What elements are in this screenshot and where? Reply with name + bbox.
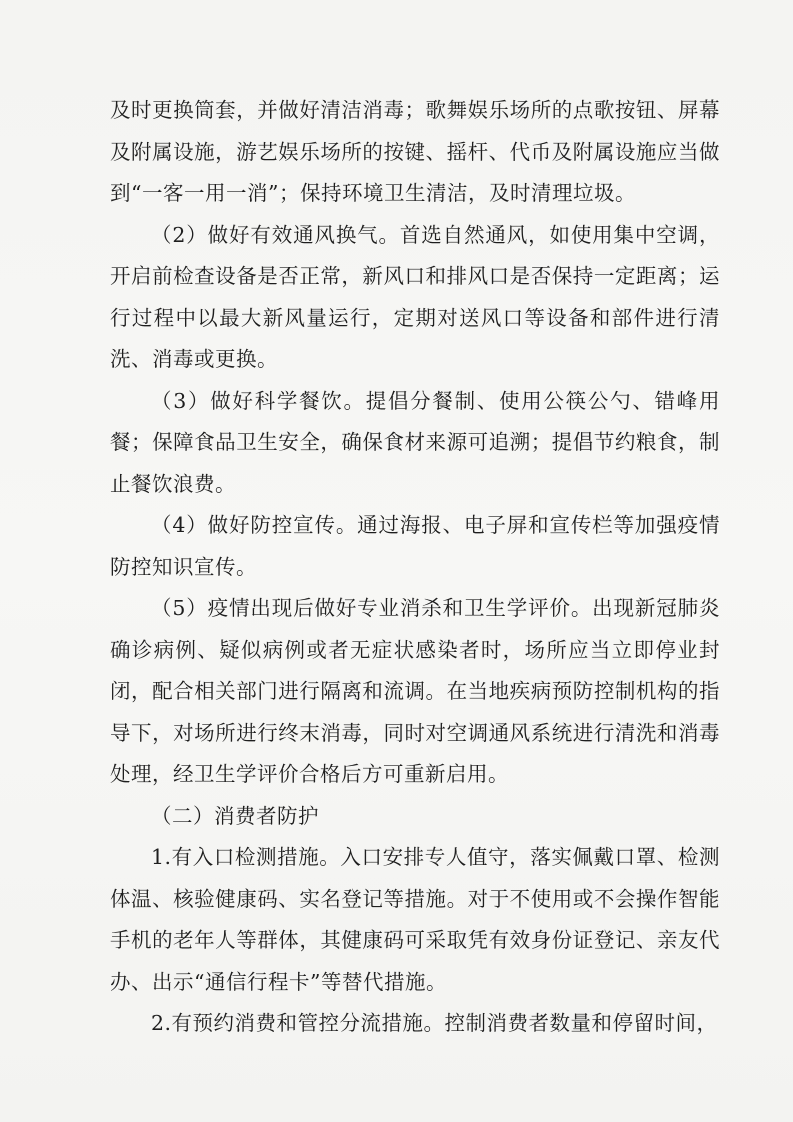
paragraph-publicity: （4）做好防控宣传。通过海报、电子屏和宣传栏等加强疫情防控知识宣传。 [110,513,720,579]
paragraph-reservation: 2.有预约消费和管控分流措施。控制消费者数量和停留时间， [151,1011,718,1035]
document-body [110,90,720,1045]
section-heading-consumer-protection: （二）消费者防护 [151,803,319,828]
paragraph-entrance-check: 1.有入口检测措施。入口安排专人值守，落实佩戴口罩、检测体温、核验健康码、实名登记等措施。对于不使用或不会操作智能手机的老年人等群体，其健康码可采取凭有效身份证登记、亲友代办、出示“通信行程卡”等替代措施。 [110,845,720,994]
paragraph-ventilation: （2）做好有效通风换气。首选自然通风，如使用集中空调，开启前检查设备是否正常，新风口和排风口是否保持一定距离；运行过程中以最大新风量运行，定期对送风口等设备和部件进行清洗、消毒或更换。 [110,222,720,371]
paragraph-dining: （3）做好科学餐饮。提倡分餐制、使用公筷公勺、错峰用餐；保障食品卫生安全，确保食材来源可追溯；提倡节约粮食，制止餐饮浪费。 [110,388,720,496]
paragraph-continuation: 及时更换筒套，并做好清洁消毒；歌舞娱乐场所的点歌按钮、屏幕及附属设施，游艺娱乐场所的按键、摇杆、代币及附属设施应当做到“一客一用一消”；保持环境卫生清洁，及时清理垃圾。 [110,98,720,205]
paragraph-disinfection: （5）疫情出现后做好专业消杀和卫生学评价。出现新冠肺炎确诊病例、疑似病例或者无症状感染者时，场所应当立即停业封闭，配合相关部门进行隔离和流调。在当地疾病预防控制机构的指导下，对场所进行终末消毒，同时对空调通风系统进行清洗和消毒处理，经卫生学评价合格后方可重新启用。 [110,596,720,786]
